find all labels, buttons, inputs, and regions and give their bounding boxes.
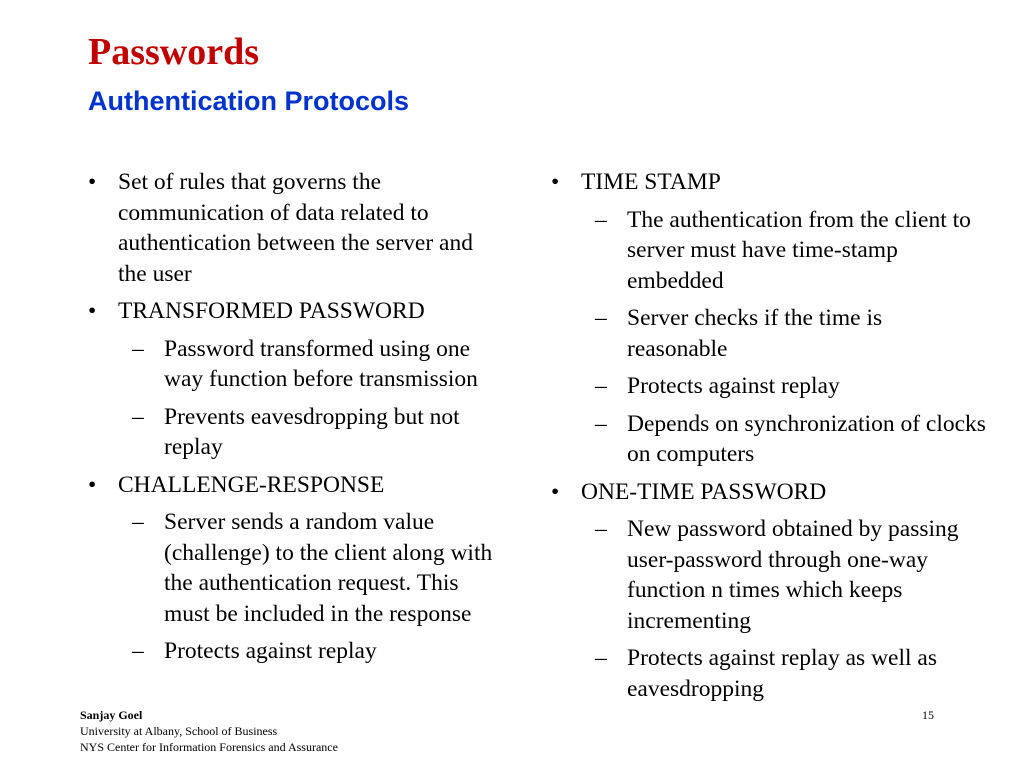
sub-bullet-text: Server sends a random value (challenge) to the client along with the authentication request. This must be included in the response xyxy=(164,509,493,627)
sub-bullet-text: Depends on synchronization of clocks on computers xyxy=(627,410,986,467)
page-number: 15 xyxy=(922,708,934,722)
bullet-icon: • xyxy=(88,471,97,498)
list-item xyxy=(88,296,498,327)
bullet-text: ONE-TIME PASSWORD xyxy=(581,478,827,505)
bullet-icon: • xyxy=(551,169,560,195)
footer-center: NYS Center for Information Forensics and Assurance xyxy=(80,740,338,754)
right-column xyxy=(551,167,987,711)
sub-bullet-text: The authentication from the client to server must have time-stamp embedded xyxy=(627,206,971,294)
bullet-text: CHALLENGE-RESPONSE xyxy=(118,471,385,498)
dash-icon: – xyxy=(132,403,144,430)
left-column xyxy=(88,167,498,674)
sub-list-item xyxy=(88,402,498,463)
dash-icon: – xyxy=(132,509,144,535)
sub-bullet-text: Prevents eavesdropping but not replay xyxy=(164,403,460,460)
sub-list-item xyxy=(551,643,987,704)
footer-university: University at Albany, School of Business xyxy=(80,724,278,738)
sub-bullet-text: Protects against replay xyxy=(164,638,377,664)
sub-bullet-text: Protects against replay xyxy=(627,373,840,399)
list-item xyxy=(551,167,987,198)
sub-list-item xyxy=(551,303,987,364)
dash-icon: – xyxy=(595,305,607,331)
sub-list-item xyxy=(551,409,987,470)
dash-icon: – xyxy=(595,410,607,437)
list-item xyxy=(88,167,498,289)
sub-bullet-text: New password obtained by passing user-password through one-way function n times which keeps incrementing xyxy=(627,516,959,634)
dash-icon: – xyxy=(595,373,607,399)
bullet-text: TIME STAMP xyxy=(581,169,721,195)
list-item xyxy=(551,477,987,508)
sub-bullet-text: Password transformed using one way function before transmission xyxy=(164,335,478,392)
bullet-text: TRANSFORMED PASSWORD xyxy=(118,298,425,324)
dash-icon: – xyxy=(595,645,607,671)
dash-icon: – xyxy=(595,206,607,233)
slide-title: Passwords xyxy=(88,31,260,73)
sub-list-item xyxy=(551,205,987,297)
bullet-text: Set of rules that governs the communication of data related to authentication between the server and the user xyxy=(118,169,473,287)
list-item xyxy=(88,470,498,501)
bullet-icon: • xyxy=(551,478,560,505)
sub-list-item xyxy=(88,334,498,395)
sub-bullet-text: Server checks if the time is reasonable xyxy=(627,305,883,362)
dash-icon: – xyxy=(595,516,607,542)
bullet-icon: • xyxy=(88,169,97,195)
sub-list-item xyxy=(88,636,498,667)
slide-subtitle: Authentication Protocols xyxy=(88,86,410,116)
sub-list-item xyxy=(551,371,987,402)
dash-icon: – xyxy=(132,335,144,362)
sub-list-item xyxy=(88,507,498,629)
dash-icon: – xyxy=(132,638,144,664)
bullet-icon: • xyxy=(88,298,97,324)
sub-list-item xyxy=(551,514,987,636)
sub-bullet-text: Protects against replay as well as eavesdropping xyxy=(627,645,937,702)
footer-author: Sanjay Goel xyxy=(80,708,143,722)
